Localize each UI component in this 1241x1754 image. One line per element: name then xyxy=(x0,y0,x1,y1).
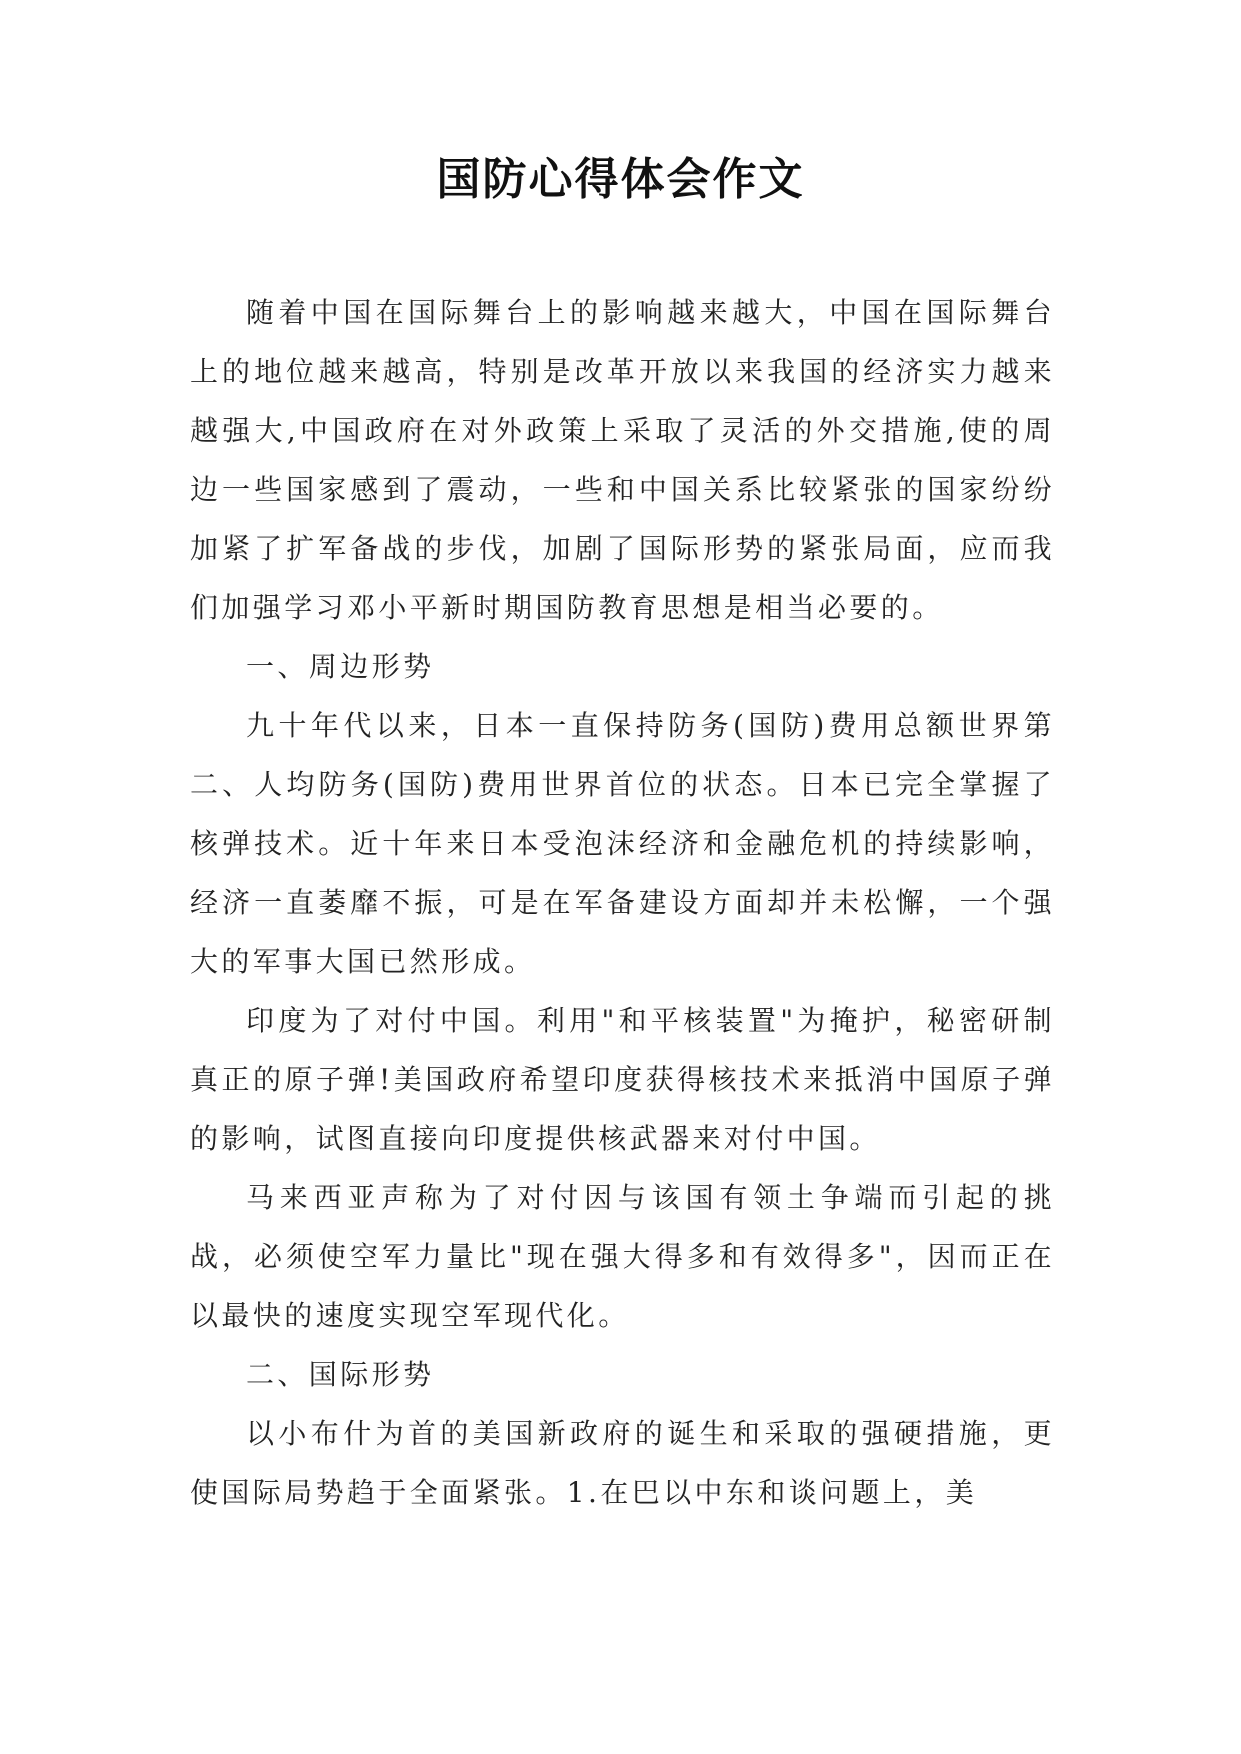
paragraph-intro: 随着中国在国际舞台上的影响越来越大，中国在国际舞台上的地位越来越高，特别是改革开放以来我国的经济实力越来越强大,中国政府在对外政策上采取了灵活的外交措施,使的周边一些国家感到了震动，一些和中国关系比较紧张的国家纷纷加紧了扩军备战的步伐，加剧了国际形势的紧张局面，应而我们加强学习邓小平新时期国防教育思想是相当必要的。 xyxy=(190,296,1055,624)
section-heading-surroundings: 一、周边形势 xyxy=(246,650,435,683)
paragraph-japan: 九十年代以来，日本一直保持防务(国防)费用总额世界第二、人均防务(国防)费用世界首位的状态。日本已完全掌握了核弹技术。近十年来日本受泡沫经济和金融危机的持续影响，经济一直萎靡不振，可是在军备建设方面却并未松懈，一个强大的军事大国已然形成。 xyxy=(190,709,1055,978)
paragraph-malaysia: 马来西亚声称为了对付因与该国有领土争端而引起的挑战，必须使空军力量比"现在强大得多和有效得多"，因而正在以最快的速度实现空军现代化。 xyxy=(190,1181,1055,1332)
paragraph-india: 印度为了对付中国。利用"和平核装置"为掩护，秘密研制真正的原子弹!美国政府希望印度获得核技术来抵消中国原子弹的影响，试图直接向印度提供核武器来对付中国。 xyxy=(190,1004,1055,1155)
document-title: 国防心得体会作文 xyxy=(436,154,805,205)
paragraph-us: 以小布什为首的美国新政府的诞生和采取的强硬措施，更使国际局势趋于全面紧张。1.在巴以中东和谈问题上，美 xyxy=(190,1417,1055,1509)
section-heading-international: 二、国际形势 xyxy=(246,1358,435,1391)
document-body xyxy=(190,283,1055,1522)
